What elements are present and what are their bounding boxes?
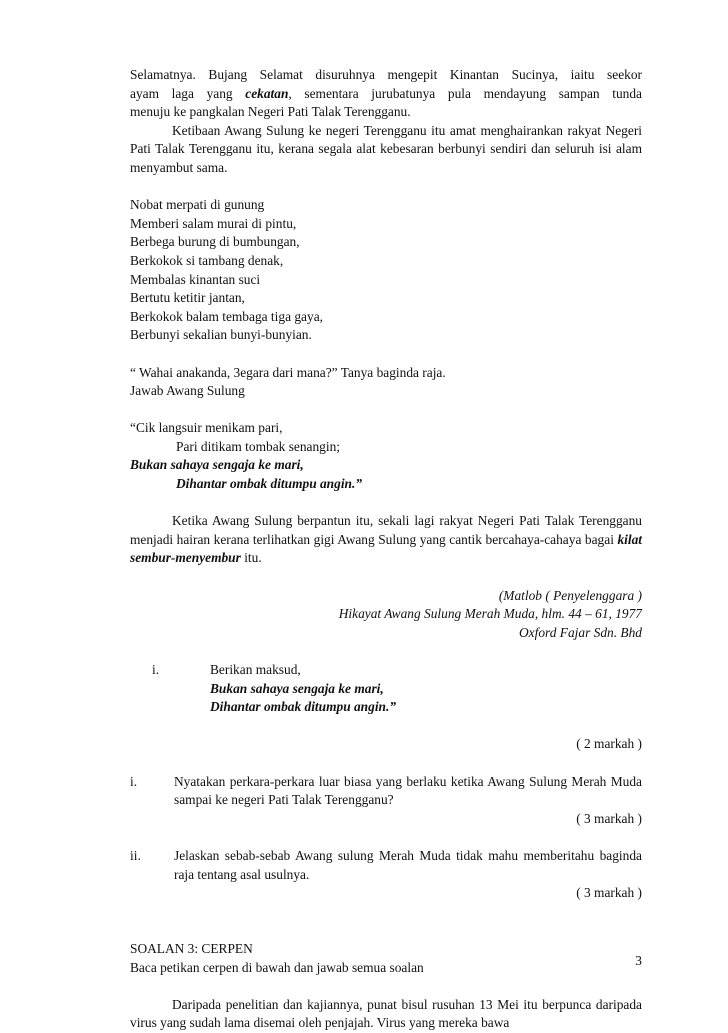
marks-label: ( 2 markah ) [576, 736, 642, 752]
poem-line: Berbunyi sekalian bunyi-bunyian. [130, 327, 312, 343]
dialogue-line: “ Wahai anakanda, 3egara dari mana?” Tanya baginda raja. [130, 364, 446, 380]
poem-line: Membalas kinantan suci [130, 271, 261, 287]
question-item [130, 773, 642, 810]
page-number: 3 [635, 953, 642, 968]
marks-label: ( 3 markah ) [576, 885, 642, 901]
pantun-line: Pari ditikam tombak senangin; [176, 438, 341, 454]
dialogue-line: Jawab Awang Sulung [130, 383, 245, 399]
poem-line: Berkokok balam tembaga tiga gaya, [130, 308, 323, 324]
pantun-line: “Cik langsuir menikam pari, [130, 420, 283, 436]
passage-line: menuju ke pangkalan Negeri Pati Talak Terengganu. [130, 104, 411, 120]
poem-line: Berbega burung di bumbungan, [130, 234, 300, 250]
emphasis-phrase: kilat sembur-menyembur [130, 531, 642, 566]
poem-line: Memberi salam murai di pintu, [130, 215, 297, 231]
citation-line: (Matlob ( Penyelenggara ) [498, 587, 642, 603]
question-number: i. [152, 662, 160, 677]
marks-label: ( 3 markah ) [576, 810, 642, 826]
pantun-line: Dihantar ombak ditumpu angin.” [176, 476, 363, 492]
pantun-line: Bukan sahaya sengaja ke mari, [130, 457, 304, 473]
poem-line: Bertutu ketitir jantan, [130, 290, 245, 306]
emphasis-word: cekatan [245, 85, 289, 101]
passage-line: ayam laga yang cekatan, sementara jurubatunya pula mendayung sampan tunda [130, 85, 642, 101]
passage-paragraph: Daripada penelitian dan kajiannya, punat bisul rusuhan 13 Mei itu berpunca daripada virus yang sudah lama disemai oleh penjajah. Virus yang mereka bawa [130, 996, 642, 1031]
pantun [130, 419, 642, 493]
question-quote: Dihantar ombak ditumpu angin.” [210, 699, 397, 715]
passage-line: Selamatnya. Bujang Selamat disuruhnya mengepit Kinantan Sucinya, iaitu seekor [130, 67, 642, 82]
passage-paragraph: Ketibaan Awang Sulung ke negeri Terengganu itu amat menghairankan rakyat Negeri Pati Talak Terengganu itu, kerana segala alat kebesaran berbunyi sendiri dan seluruh isi alam menyambut sama. [130, 122, 642, 175]
question-item [130, 661, 642, 717]
question-text: Jelaskan sebab-sebab Awang sulung Merah Muda tidak mahu memberitahu baginda raja tentang asal usulnya. [174, 847, 642, 882]
citation-line: Oxford Fajar Sdn. Bhd [519, 624, 642, 640]
poem-line: Berkokok si tambang denak, [130, 252, 284, 268]
citation [130, 587, 642, 643]
question-number: i. [130, 773, 138, 789]
question-number: ii. [130, 847, 141, 863]
passage-paragraph: Ketika Awang Sulung berpantun itu, sekali lagi rakyat Negeri Pati Talak Terengganu menjadi hairan kerana terlihatkan gigi Awang Sulung yang cantik bercahaya-cahaya bagai kilat sembur-menyembur itu. [130, 513, 642, 566]
section-instruction: Baca petikan cerpen di bawah dan jawab semua soalan [130, 959, 424, 975]
question-quote: Bukan sahaya sengaja ke mari, [210, 680, 384, 696]
question-text: Nyatakan perkara-perkara luar biasa yang berlaku ketika Awang Sulung Merah Muda sampai ke negeri Pati Talak Terengganu? [174, 773, 642, 808]
citation-line: Hikayat Awang Sulung Merah Muda, hlm. 44 – 61, 1977 [338, 606, 642, 622]
question-text: Berikan maksud, [210, 662, 301, 677]
poem-line: Nobat merpati di gunung [130, 197, 265, 213]
poem [130, 196, 642, 345]
section-heading: SOALAN 3: CERPEN [130, 940, 253, 956]
document-body [130, 66, 642, 1033]
question-item [130, 847, 642, 884]
